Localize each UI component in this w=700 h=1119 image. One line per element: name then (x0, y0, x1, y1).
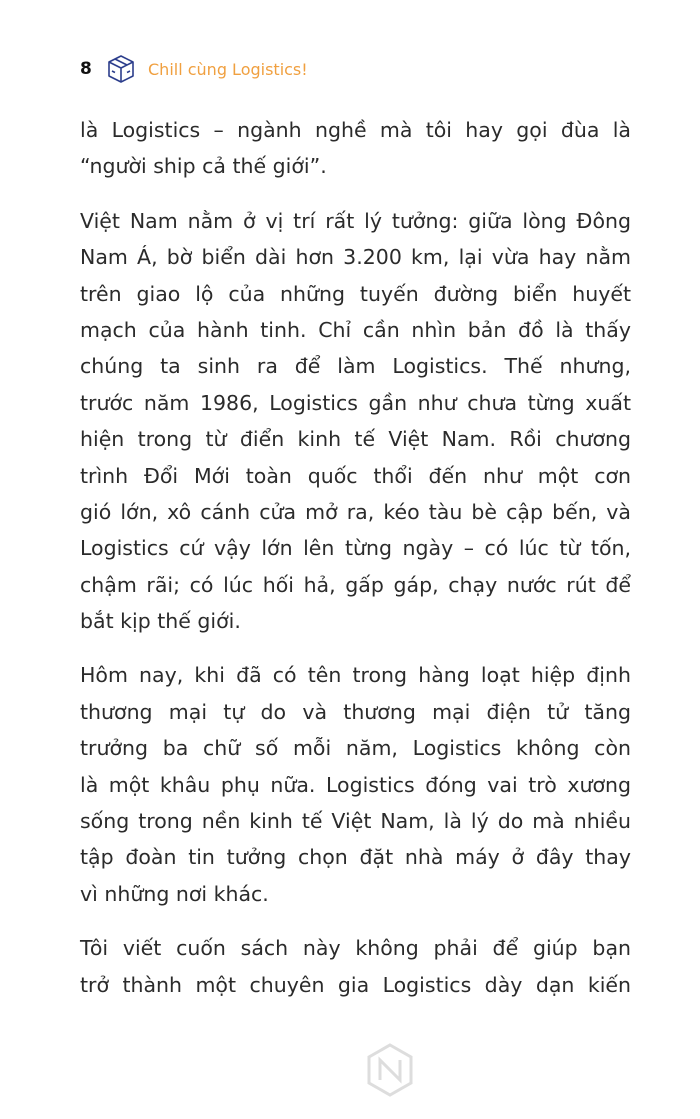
box-icon (106, 54, 136, 84)
text-line: Việt Nam nằm ở vị trí rất lý tưởng: giữa lòng Đông (80, 208, 631, 233)
body-text (80, 112, 631, 1021)
text-line: hiện trong từ điển kinh tế Việt Nam. Rồi chương (80, 427, 631, 452)
text-line: tập đoàn tin tưởng chọn đặt nhà máy ở đây thay (80, 845, 631, 870)
text-line: Hôm nay, khi đã có tên trong hàng loạt hiệp định (80, 663, 631, 688)
text-line: bắt kịp thế giới. (80, 609, 241, 634)
netabooks-logo-icon (365, 1042, 415, 1098)
paragraph (80, 930, 631, 1003)
text-line: là Logistics – ngành nghề mà tôi hay gọi đùa là (80, 118, 631, 142)
text-line: Logistics cứ vậy lớn lên từng ngày – có lúc từ tốn, (80, 536, 631, 561)
text-line: gió lớn, xô cánh cửa mở ra, kéo tàu bè cập bến, và (80, 499, 631, 524)
text-line: trình Đổi Mới toàn quốc thổi đến như một cơn (80, 463, 631, 488)
netabooks-watermark (365, 1042, 415, 1098)
page-number: 8 (80, 59, 92, 79)
page-header (80, 54, 308, 84)
text-line: chậm rãi; có lúc hối hả, gấp gáp, chạy nước rút để (80, 572, 631, 597)
text-line: vì những nơi khác. (80, 881, 269, 906)
text-line: trở thành một chuyên gia Logistics dày dạn kiến (80, 972, 631, 997)
text-line: là một khâu phụ nữa. Logistics đóng vai trò xương (80, 772, 631, 797)
text-line: “người ship cả thế giới”. (80, 154, 327, 179)
text-line: sống trong nền kinh tế Việt Nam, là lý do mà nhiều (80, 809, 631, 834)
text-line: trưởng ba chữ số mỗi năm, Logistics không còn (80, 736, 631, 761)
text-line: trước năm 1986, Logistics gần như chưa từng xuất (80, 390, 631, 415)
text-line: Tôi viết cuốn sách này không phải để giúp bạn (80, 936, 631, 961)
text-line: trên giao lộ của những tuyến đường biển huyết (80, 281, 631, 306)
text-line: Nam Á, bờ biển dài hơn 3.200 km, lại vừa hay nằm (80, 245, 631, 270)
paragraph (80, 112, 631, 185)
running-title: Chill cùng Logistics! (148, 59, 308, 79)
paragraph (80, 657, 631, 912)
text-line: thương mại tự do và thương mại điện tử tăng (80, 699, 631, 724)
text-line: mạch của hành tinh. Chỉ cần nhìn bản đồ là thấy (80, 317, 631, 342)
text-line: chúng ta sinh ra để làm Logistics. Thế nhưng, (80, 354, 631, 379)
paragraph (80, 203, 631, 640)
